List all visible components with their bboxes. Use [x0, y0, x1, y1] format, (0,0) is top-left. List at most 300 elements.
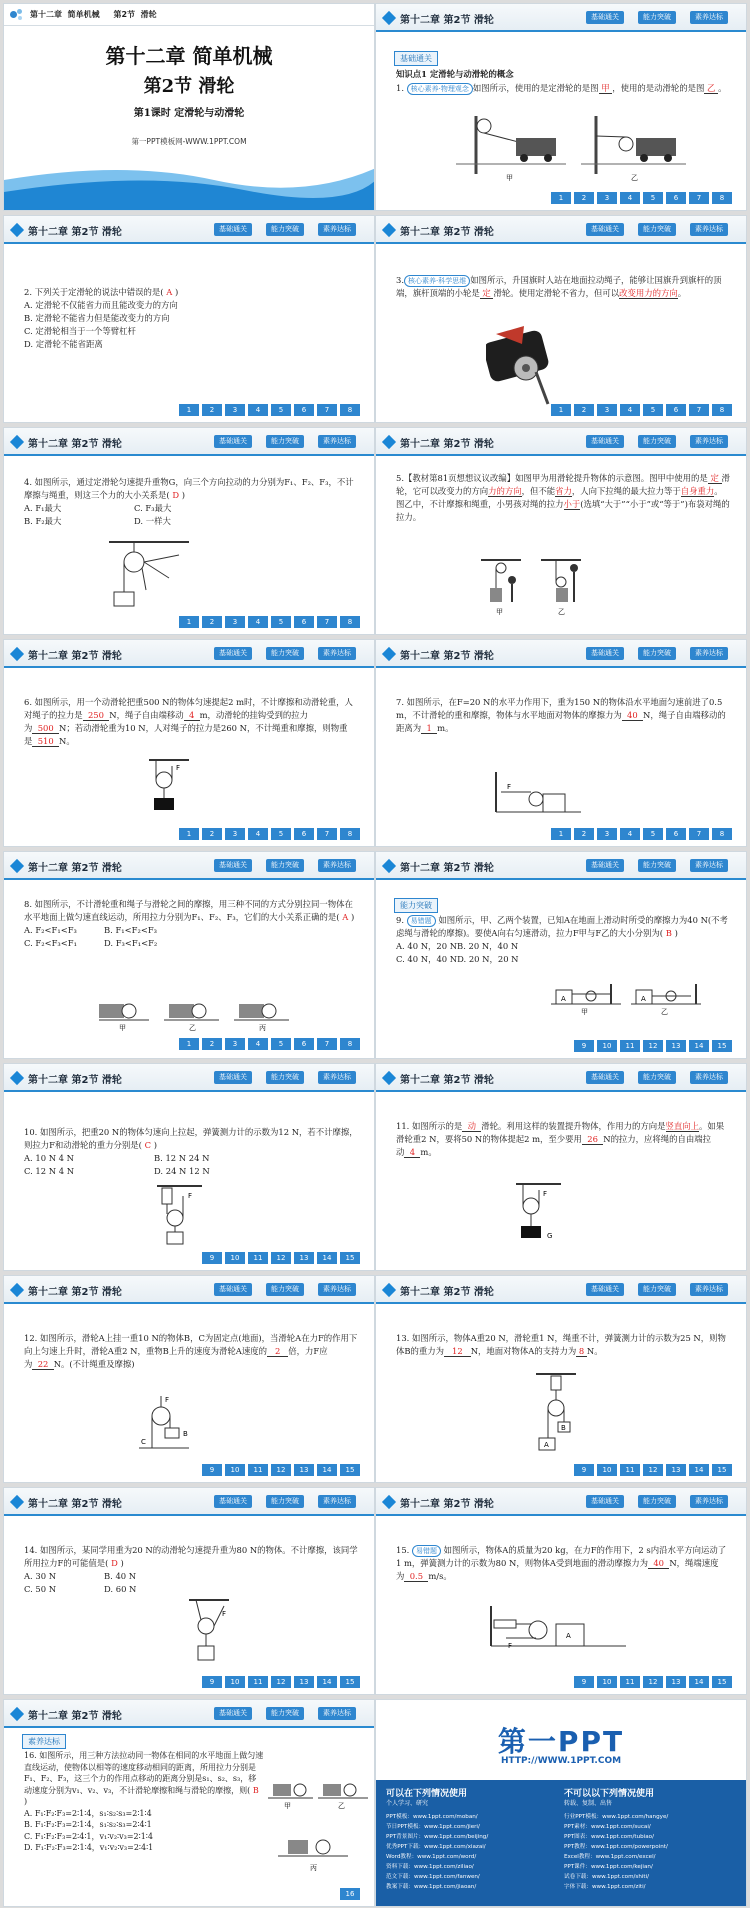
page-button[interactable]: 5 [271, 404, 291, 416]
ad-link[interactable]: Word教程：www.1ppt.com/word/ [386, 1854, 477, 1860]
chapter-title: 第十二章 第2节 滑轮 [28, 651, 122, 662]
cover-wave [4, 150, 375, 210]
option: D. F₁∶F₂∶F₃=2∶1∶4，v₁∶v₂∶v₃=2∶4∶1 [24, 1843, 154, 1852]
diamond-icon [10, 647, 24, 661]
page-button[interactable]: 9 [574, 1040, 594, 1052]
diamond-icon [382, 435, 396, 449]
page-button[interactable]: 5 [643, 192, 663, 204]
slide-q13[interactable] [375, 1275, 747, 1483]
btn-literacy[interactable]: 素养达标 [318, 1283, 356, 1296]
page-button[interactable]: 14 [689, 1676, 709, 1688]
chapter-title: 第十二章 第2节 滑轮 [28, 227, 122, 238]
q3-text: 3. 核心素养·科学思维 如图所示，升国旗时人站在地面拉动绳子，能够让国旗升到旗杆的顶端，旗杆顶端的小轮是 定 滑轮。使用定滑轮不省力，但可以改变用力的方向。 [396, 275, 722, 298]
btn-basic[interactable]: 基础通关 [586, 1283, 624, 1296]
diamond-icon [382, 859, 396, 873]
btn-basic[interactable]: 基础通关 [214, 223, 252, 236]
page-button[interactable]: 12 [271, 1252, 291, 1264]
fig-label: 乙 [338, 1802, 345, 1810]
page-button[interactable]: 8 [712, 404, 732, 416]
btn-basic[interactable]: 基础通关 [586, 859, 624, 872]
btn-basic[interactable]: 基础通关 [214, 1283, 252, 1296]
btn-literacy[interactable]: 素养达标 [318, 223, 356, 236]
fig-label: 乙 [558, 608, 565, 616]
chapter-title: 第十二章 第2节 滑轮 [28, 863, 122, 874]
btn-literacy[interactable]: 素养达标 [690, 1283, 728, 1296]
page-button[interactable]: 14 [317, 1252, 337, 1264]
btn-ability[interactable]: 能力突破 [266, 1283, 304, 1296]
page-button[interactable]: 1 [179, 616, 199, 628]
page-button[interactable]: 6 [294, 1038, 314, 1050]
btn-basic[interactable]: 基础通关 [586, 435, 624, 448]
page-button[interactable]: 10 [597, 1676, 617, 1688]
btn-literacy[interactable]: 素养达标 [690, 647, 728, 660]
diamond-icon [382, 223, 396, 237]
slide-q12[interactable] [3, 1275, 375, 1483]
answer: 500 [37, 723, 54, 733]
chapter-title: 第十二章 第2节 滑轮 [400, 227, 494, 238]
two-setups-figure [551, 976, 701, 1018]
page-button[interactable]: 10 [225, 1464, 245, 1476]
cover-title-1: 第十二章 简单机械 [105, 44, 273, 68]
btn-literacy[interactable]: 素养达标 [690, 859, 728, 872]
cannot-title: 不可以以下列情况使用 [564, 1789, 655, 1799]
btn-ability[interactable]: 能力突破 [266, 435, 304, 448]
page-button[interactable]: 8 [712, 192, 732, 204]
q8-text: 8. 如图所示，不计滑轮重和绳子与滑轮之间的摩擦，用三种不同的方式分别拉同一物体在水平地面上做匀速直线运动，所用拉力分别为F₁、F₂、F₃，它们的大小关系正确的是( A ) A. F₂<F₁<F₃ B. F₁<F₂<F₃ C. F₂<F₃<F₁ D. F₃<F₁<F₂ [24, 899, 355, 948]
page-button[interactable]: 10 [597, 1040, 617, 1052]
chapter-title: 第十二章 第2节 滑轮 [400, 15, 494, 26]
answer: 省力 [555, 486, 572, 496]
page-button[interactable]: 4 [248, 404, 268, 416]
slide-q7[interactable] [375, 639, 747, 847]
three-methods-figure [268, 1770, 368, 1890]
svg-text:F: F [507, 783, 512, 791]
page-button[interactable]: 2 [574, 404, 594, 416]
btn-literacy[interactable]: 素养达标 [690, 11, 728, 24]
page-button[interactable]: 14 [317, 1676, 337, 1688]
page-button[interactable]: 2 [574, 192, 594, 204]
page-button[interactable]: 11 [248, 1252, 268, 1264]
btn-ability[interactable]: 能力突破 [638, 1495, 676, 1508]
page-button[interactable]: 3 [597, 404, 617, 416]
fig-label: 丙 [310, 1864, 317, 1872]
section-label: 素养达标 [22, 1734, 66, 1749]
page-button[interactable]: 10 [225, 1676, 245, 1688]
page-button[interactable]: 5 [271, 1038, 291, 1050]
page-button[interactable]: 6 [666, 828, 686, 840]
q6-text: 6. 如图所示，用一个动滑轮把重500 N的物体匀速提起2 m时，不计摩擦和动滑轮重，人对绳子的拉力是 250 N，绳子自由端移动 4 m，动滑轮的挂钩受到的拉力为 500 N；若动滑轮重为10 N，人对绳子的拉力是260 N，不计绳重和摩擦，则物重是 510 N。 [24, 697, 353, 746]
page-button[interactable]: 13 [666, 1676, 686, 1688]
btn-literacy[interactable]: 素养达标 [318, 859, 356, 872]
page-button[interactable]: 13 [294, 1676, 314, 1688]
btn-ability[interactable]: 能力突破 [638, 647, 676, 660]
page-button[interactable]: 2 [574, 828, 594, 840]
page-button[interactable]: 10 [597, 1464, 617, 1476]
btn-ability[interactable]: 能力突破 [266, 647, 304, 660]
answer: 改变用力的方向 [619, 288, 678, 298]
option: A. 定滑轮不仅能省力而且能改变力的方向 [24, 300, 178, 310]
diamond-icon [382, 647, 396, 661]
page-button[interactable]: 8 [340, 828, 360, 840]
answer: 竖直向上 [665, 1121, 700, 1131]
page-button[interactable]: 7 [689, 828, 709, 840]
page-button[interactable]: 15 [340, 1464, 360, 1476]
btn-basic[interactable]: 基础通关 [214, 435, 252, 448]
btn-ability[interactable]: 能力突破 [638, 859, 676, 872]
btn-literacy[interactable]: 素养达标 [690, 223, 728, 236]
slide-header [376, 1064, 746, 1092]
page-button[interactable]: 3 [225, 828, 245, 840]
movable-pulley-figure [511, 1182, 571, 1246]
btn-basic[interactable]: 基础通关 [586, 1071, 624, 1084]
diamond-icon [382, 1495, 396, 1509]
page-button[interactable]: 13 [294, 1252, 314, 1264]
ad-link[interactable]: Excel教程：www.1ppt.com/excel/ [564, 1854, 656, 1860]
chapter-title: 第十二章 第2节 滑轮 [28, 1287, 122, 1298]
page-button[interactable]: 2 [202, 828, 222, 840]
slide-header [376, 428, 746, 456]
btn-ability[interactable]: 能力突破 [266, 1707, 304, 1720]
chapter-title: 第十二章 第2节 滑轮 [400, 651, 494, 662]
page-button[interactable]: 4 [248, 616, 268, 628]
page-button[interactable]: 15 [712, 1464, 732, 1476]
answer: A [342, 912, 349, 922]
answer: B [252, 1785, 259, 1795]
page-button[interactable]: 1 [179, 1038, 199, 1050]
diamond-icon [10, 1283, 24, 1297]
answer: 定 [482, 288, 491, 298]
pagination [179, 1038, 360, 1050]
page-button[interactable]: 7 [689, 404, 709, 416]
pagination [574, 1040, 732, 1052]
page-button[interactable]: 8 [340, 404, 360, 416]
ad-link[interactable]: 优秀PPT下载：www.1ppt.com/xiazai/ [386, 1844, 486, 1850]
slide-q9[interactable] [375, 851, 747, 1059]
page-button[interactable]: 15 [340, 1676, 360, 1688]
q4-text: 4. 如图所示，通过定滑轮匀速提升重物G，向三个方向拉动的力分别为F₁、F₂、F₃，不计摩擦与绳重，则这三个力的大小关系是( D ) A. F₁最大 C. F₃最大 B. F₂最大 D. 一样大 [24, 477, 354, 526]
btn-basic[interactable]: 基础通关 [586, 223, 624, 236]
option: A. 40 N，20 NB. 20 N，40 N [396, 941, 519, 951]
pagination [551, 828, 732, 840]
page-button[interactable]: 13 [666, 1040, 686, 1052]
tag-badge: 核心素养·科学思维 [404, 275, 470, 287]
page-button[interactable]: 14 [317, 1464, 337, 1476]
page-button[interactable]: 3 [225, 616, 245, 628]
page-button[interactable]: 16 [340, 1888, 360, 1900]
page-button[interactable]: 4 [620, 828, 640, 840]
page-button[interactable]: 8 [340, 1038, 360, 1050]
page-button[interactable]: 11 [620, 1464, 640, 1476]
page-button[interactable]: 11 [248, 1676, 268, 1688]
btn-basic[interactable]: 基础通关 [214, 647, 252, 660]
svg-text:A: A [641, 995, 646, 1003]
page-button[interactable]: 7 [317, 828, 337, 840]
ad-link[interactable]: 教案下载：www.1ppt.com/jiaoan/ [386, 1884, 477, 1890]
fig-label: 甲 [496, 608, 503, 616]
ad-link[interactable]: 节日PPT模板：www.1ppt.com/jieri/ [386, 1824, 480, 1830]
page-button[interactable]: 1 [179, 828, 199, 840]
section-label: 基础通关 [394, 51, 438, 66]
page-button[interactable]: 11 [620, 1040, 640, 1052]
slide-q14[interactable] [3, 1487, 375, 1695]
slide-q16[interactable] [3, 1699, 375, 1907]
page-button[interactable]: 3 [597, 192, 617, 204]
btn-ability[interactable]: 能力突破 [266, 223, 304, 236]
answer: 8 [578, 1346, 585, 1356]
pagination [179, 404, 360, 416]
option: D. F₃<F₁<F₂ [104, 938, 158, 948]
btn-literacy[interactable]: 素养达标 [318, 435, 356, 448]
slide-q1[interactable] [375, 3, 747, 211]
page-button[interactable]: 2 [202, 1038, 222, 1050]
btn-ability[interactable]: 能力突破 [266, 1071, 304, 1084]
page-button[interactable]: 1 [551, 192, 571, 204]
page-button[interactable]: 3 [225, 404, 245, 416]
slide-header [4, 1488, 374, 1516]
answer: 2 [274, 1346, 281, 1356]
page-button[interactable]: 6 [294, 828, 314, 840]
page-button[interactable]: 9 [202, 1676, 222, 1688]
q10-text: 10. 如图所示，把重20 N的物体匀速向上拉起，弹簧测力计的示数为12 N，若不计摩擦，则拉力F和动滑轮的重力分别是( C ) A. 10 N 4 N B. 12 N 24 N C. 12 N 4 N D. 24 N 12 N [24, 1127, 358, 1176]
svg-text:F: F [176, 764, 181, 772]
page-button[interactable]: 5 [643, 404, 663, 416]
ad-link[interactable]: PPT课件：www.1ppt.com/kejian/ [564, 1864, 653, 1870]
btn-ability[interactable]: 能力突破 [266, 1495, 304, 1508]
page-button[interactable]: 10 [225, 1252, 245, 1264]
page-button[interactable]: 9 [202, 1464, 222, 1476]
cannot-sub: 转载、复制、出售 [564, 1800, 613, 1807]
page-button[interactable]: 3 [225, 1038, 245, 1050]
page-button[interactable]: 14 [689, 1040, 709, 1052]
slide-q5[interactable] [375, 427, 747, 635]
slide-header [4, 640, 374, 668]
page-button[interactable]: 9 [574, 1464, 594, 1476]
option: A. F₁∶F₂∶F₃=2∶1∶4，s₁∶s₂∶s₃=2∶1∶4 [24, 1808, 152, 1818]
ad-links-right [564, 1812, 668, 1892]
slide-q15[interactable] [375, 1487, 747, 1695]
page-button[interactable]: 11 [248, 1464, 268, 1476]
answer: 250 [87, 710, 104, 720]
btn-basic[interactable]: 基础通关 [586, 647, 624, 660]
btn-ability[interactable]: 能力突破 [638, 1071, 676, 1084]
page-button[interactable]: 4 [620, 404, 640, 416]
q9-text: 9. 易错题 如图所示，甲、乙两个装置，已知A在地面上滑动时所受的摩擦力为40 N(不考虑绳与滑轮的摩擦)。要使A向右匀速滑动，拉力F甲与F乙的大小分别为( B ) A. 40 N，20 NB. 20 N，40 N C. 40 N，40 ND. 20 N，20 N [396, 914, 730, 966]
page-button[interactable]: 6 [294, 616, 314, 628]
page-button[interactable]: 4 [248, 1038, 268, 1050]
answer: B [665, 928, 672, 938]
page-button[interactable]: 4 [620, 192, 640, 204]
btn-basic[interactable]: 基础通关 [214, 1707, 252, 1720]
option: B. F₁<F₂<F₃ [104, 925, 158, 935]
diamond-icon [382, 1071, 396, 1085]
ad-link[interactable]: 范文下载：www.1ppt.com/fanwen/ [386, 1874, 480, 1880]
option: C. 12 N 4 N [24, 1166, 75, 1176]
q7-text: 7. 如图所示，在F=20 N的水平力作用下，重为150 N的物体沿水平地面匀速前进了0.5 m，不计滑轮的重和摩擦，物体与水平地面对物体的摩擦力为 40 N，绳子自由端移动的距离为 1 m。 [396, 697, 726, 733]
svg-text:B: B [561, 1424, 566, 1432]
chapter-title: 第十二章 第2节 滑轮 [400, 1499, 494, 1510]
ad-link[interactable]: 字体下载：www.1ppt.com/ziti/ [564, 1884, 646, 1890]
page-button[interactable]: 2 [202, 404, 222, 416]
page-button[interactable]: 2 [202, 616, 222, 628]
page-button[interactable]: 12 [643, 1464, 663, 1476]
slide-q2[interactable] [3, 215, 375, 423]
svg-text:A: A [566, 1632, 571, 1640]
option: D. 一样大 [134, 516, 171, 526]
btn-basic[interactable]: 基础通关 [586, 1495, 624, 1508]
page-button[interactable]: 13 [666, 1464, 686, 1476]
ad-link[interactable]: PPT背景图片：www.1ppt.com/beijing/ [386, 1834, 489, 1840]
page-button[interactable]: 7 [317, 616, 337, 628]
answer: A [166, 287, 173, 297]
option: C. F₁∶F₂∶F₃=2∶4∶1，v₁∶v₂∶v₃=2∶1∶4 [24, 1831, 153, 1841]
horizontal-pulley-figure [491, 772, 581, 822]
page-button[interactable]: 1 [551, 828, 571, 840]
page-button[interactable]: 12 [643, 1676, 663, 1688]
ad-link[interactable]: 试卷下载：www.1ppt.com/shiti/ [564, 1874, 650, 1880]
can-title: 可以在下列情况使用 [386, 1789, 468, 1799]
q2-text: 2. 下列关于定滑轮的说法中错误的是( A ) A. 定滑轮不仅能省力而且能改变力的方向 B. 定滑轮不能省力但是能改变力的方向 C. 定滑轮相当于一个等臂杠杆 D. 定滑轮不能省距离 [24, 286, 358, 351]
svg-text:C: C [141, 1438, 146, 1446]
page-button[interactable]: 1 [179, 404, 199, 416]
ad-link[interactable]: PPT图表：www.1ppt.com/tubiao/ [564, 1834, 654, 1840]
diamond-icon [10, 859, 24, 873]
fig-label: 甲 [284, 1802, 291, 1810]
btn-literacy[interactable]: 素养达标 [318, 1495, 356, 1508]
ad-url[interactable]: HTTP://WWW.1PPT.COM [500, 1756, 622, 1766]
slide-cover[interactable] [3, 3, 375, 211]
page-button[interactable]: 12 [643, 1040, 663, 1052]
answer: 自身重力 [680, 486, 715, 496]
page-button[interactable]: 7 [317, 404, 337, 416]
fig-label: 甲 [119, 1024, 126, 1032]
btn-literacy[interactable]: 素养达标 [690, 1071, 728, 1084]
btn-literacy[interactable]: 素养达标 [690, 435, 728, 448]
chapter-title: 第十二章 第2节 滑轮 [400, 863, 494, 874]
page-button[interactable]: 14 [689, 1464, 709, 1476]
page-button[interactable]: 3 [597, 828, 617, 840]
btn-literacy[interactable]: 素养达标 [318, 647, 356, 660]
btn-basic[interactable]: 基础通关 [586, 11, 624, 24]
svg-text:F: F [188, 1192, 193, 1200]
pagination [574, 1676, 732, 1688]
page-button[interactable]: 13 [294, 1464, 314, 1476]
svg-text:G: G [547, 1232, 553, 1240]
section-label: 能力突破 [394, 898, 438, 913]
ad-link[interactable]: PPT素材：www.1ppt.com/sucai/ [564, 1824, 651, 1830]
q5-text: 5.【教材第81页想想议议改编】如图甲为用滑轮提升物体的示意图。图甲中使用的是 定 滑轮，它可以改变力的方向力的方向，但不能省力，人向下拉绳的最大拉力等于自身重力。图乙中，不计摩擦和绳重，小男孩对绳的拉力小于(选填“大于”“小于”或“等于”)布袋对绳的拉力。 [396, 473, 730, 522]
page-button[interactable]: 15 [712, 1676, 732, 1688]
horizontal-spring-figure [486, 1606, 626, 1656]
slide-header [376, 216, 746, 244]
pagination [202, 1464, 360, 1476]
page-button[interactable]: 5 [643, 828, 663, 840]
slanted-pulley-figure [184, 1598, 234, 1668]
btn-basic[interactable]: 基础通关 [214, 1071, 252, 1084]
btn-ability[interactable]: 能力突破 [638, 1283, 676, 1296]
option: C. F₂<F₃<F₁ [24, 938, 77, 948]
page-button[interactable]: 6 [666, 404, 686, 416]
page-button[interactable]: 1 [551, 404, 571, 416]
page-button[interactable]: 15 [712, 1040, 732, 1052]
btn-basic[interactable]: 基础通关 [214, 859, 252, 872]
ad-link[interactable]: 资料下载：www.1ppt.com/ziliao/ [386, 1864, 474, 1870]
pagination [340, 1888, 360, 1900]
btn-ability[interactable]: 能力突破 [266, 859, 304, 872]
page-button[interactable]: 8 [340, 616, 360, 628]
fig-label: 丙 [259, 1024, 266, 1032]
page-button[interactable]: 7 [689, 192, 709, 204]
pagination [202, 1676, 360, 1688]
page-button[interactable]: 9 [574, 1676, 594, 1688]
fig-label: 甲 [581, 1008, 588, 1016]
slide-q4[interactable] [3, 427, 375, 635]
chapter-title: 第十二章 第2节 滑轮 [400, 1287, 494, 1298]
answer: 小于 [563, 499, 581, 509]
slide-q10[interactable] [3, 1063, 375, 1271]
pagination [551, 192, 732, 204]
q15-text: 15. 易错题 如图所示，物体A的质量为20 kg，在力F的作用下，2 s内沿水平方向运动了1 m，弹簧测力计的示数为80 N，则物体A受到地面的滑动摩擦力为 40 N，绳端速度为 0.5 m/s。 [396, 1545, 727, 1581]
svg-text:F: F [165, 1396, 170, 1404]
option: A. 30 N [24, 1571, 57, 1581]
svg-text:A: A [544, 1441, 549, 1449]
page-button[interactable]: 6 [666, 192, 686, 204]
slide-header [376, 852, 746, 880]
answer: 4 [409, 1147, 416, 1157]
page-button[interactable]: 9 [202, 1252, 222, 1264]
spring-pulley-ab-figure [531, 1372, 581, 1452]
page-button[interactable]: 5 [271, 828, 291, 840]
slide-q11[interactable] [375, 1063, 747, 1271]
cover-top-text: 第十二章 简单机械 第2节 滑轮 [30, 10, 157, 19]
btn-literacy[interactable]: 素养达标 [318, 1071, 356, 1084]
fig-label: 乙 [189, 1024, 196, 1032]
ad-link[interactable]: PPT教程：www.1ppt.com/powerpoint/ [564, 1844, 668, 1850]
btn-ability[interactable]: 能力突破 [638, 223, 676, 236]
answer: 甲 [601, 83, 610, 93]
answer: 定 [710, 473, 719, 483]
btn-ability[interactable]: 能力突破 [638, 11, 676, 24]
pulley-ab-figure [139, 1394, 209, 1454]
cover-title-3: 第1课时 定滑轮与动滑轮 [133, 108, 245, 119]
page-button[interactable]: 12 [271, 1464, 291, 1476]
slide-q8[interactable] [3, 851, 375, 1059]
fig-label: 甲 [506, 174, 513, 182]
chapter-title: 第十二章 第2节 滑轮 [28, 1075, 122, 1086]
page-button[interactable]: 15 [340, 1252, 360, 1264]
page-button[interactable]: 12 [271, 1676, 291, 1688]
slide-ad[interactable] [375, 1699, 747, 1907]
slide-header [4, 216, 374, 244]
page-button[interactable]: 8 [712, 828, 732, 840]
btn-basic[interactable]: 基础通关 [214, 1495, 252, 1508]
q16-text: 16. 如图所示，用三种方法拉动同一物体在相同的水平地面上做匀速直线运动，使物体以相等的速度移动相同的距离，所用拉力分别是F₁、F₂、F₃，这三个力的作用点移动的距离分别是s₁、s₂、s₃，移动速度分别为v₁、v₂、v₃，不计滑轮摩擦和绳与滑轮的摩擦，则( B ) A. F₁∶F₂∶F₃=2∶1∶4，s₁∶s₂∶s₃=2∶1∶4 B. F₁∶F₂∶F₃=2∶1∶4，s₁∶s₂∶s₃=2∶4∶1 C. F₁∶F₂∶F₃=2∶4∶1，v₁∶v₂∶v₃=2∶1∶4 D. F₁∶F₂∶F₃=2∶1∶4，v₁∶v₂∶v₃=2∶4∶1 [24, 1751, 264, 1852]
btn-literacy[interactable]: 素养达标 [318, 1707, 356, 1720]
ad-link[interactable]: 行业PPT模板：www.1ppt.com/hangye/ [564, 1814, 669, 1820]
slide-q3[interactable] [375, 215, 747, 423]
option: B. F₂最大 [24, 516, 62, 526]
page-button[interactable]: 7 [317, 1038, 337, 1050]
btn-literacy[interactable]: 素养达标 [690, 1495, 728, 1508]
page-button[interactable]: 5 [271, 616, 291, 628]
q11-text: 11. 如图所示的是 动 滑轮。利用这样的装置提升物体，作用力的方向是竖直向上。如果滑轮重2 N，要将50 N的物体提起2 m，至少要用 26 N的拉力，应将绳的自由端拉动 4 m。 [396, 1121, 725, 1157]
page-button[interactable]: 4 [248, 828, 268, 840]
answer: 1 [426, 723, 432, 733]
page-button[interactable]: 6 [294, 404, 314, 416]
btn-ability[interactable]: 能力突破 [638, 435, 676, 448]
slide-q6[interactable] [3, 639, 375, 847]
page-button[interactable]: 11 [620, 1676, 640, 1688]
ad-link[interactable]: PPT模板：www.1ppt.com/moban/ [386, 1814, 478, 1820]
